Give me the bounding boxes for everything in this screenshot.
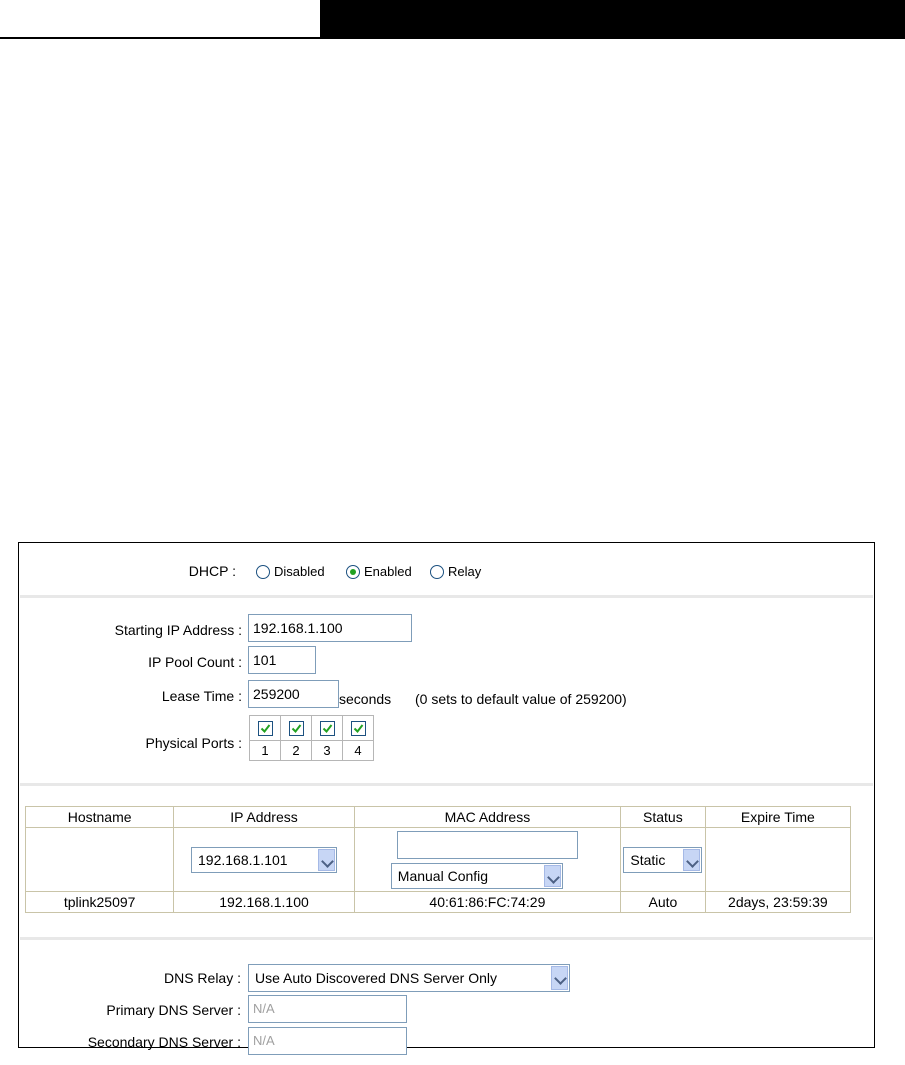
primary-dns-label: Primary DNS Server : [106,1002,241,1018]
secondary-dns-label: Secondary DNS Server : [87,1034,241,1050]
dhcp-enabled-label: Enabled [364,564,412,579]
dhcp-label: DHCP : [188,563,236,579]
dns-relay-select[interactable] [248,964,570,992]
dhcp-client-table [25,806,851,913]
port-3-number: 3 [312,741,343,761]
ip-pool-count-input[interactable]: 101 [248,646,316,674]
section-divider [20,783,873,786]
port-4-checkbox[interactable] [351,721,366,736]
mac-address-input[interactable] [397,831,578,859]
check-icon [352,722,365,735]
col-ip-header: IP Address [174,807,355,828]
lease-time-unit: seconds [339,691,392,707]
starting-ip-input[interactable]: 192.168.1.100 [248,614,412,642]
table-row [26,892,851,913]
row-expire: 2days, 23:59:39 [705,892,850,913]
dhcp-relay-radio[interactable] [430,565,444,579]
status-select-value: Static [630,851,666,868]
ip-address-select[interactable] [191,847,337,873]
secondary-dns-input[interactable]: N/A [248,1027,407,1055]
lease-time-note: (0 sets to default value of 259200) [415,691,627,707]
row-hostname: tplink25097 [26,892,174,913]
table-entry-row [26,828,851,892]
row-mac: 40:61:86:FC:74:29 [354,892,620,913]
dhcp-disabled-label: Disabled [274,564,325,579]
chevron-down-icon[interactable] [544,865,561,887]
row-status: Auto [621,892,706,913]
status-select[interactable] [623,847,702,873]
port-3-checkbox[interactable] [320,721,335,736]
table-header-row [26,807,851,828]
entry-hostname [26,828,174,892]
row-ip: 192.168.1.100 [174,892,355,913]
header-bar [320,0,905,39]
port-2-checkbox[interactable] [289,721,304,736]
dhcp-disabled-radio[interactable] [256,565,270,579]
ip-address-select-value: 192.168.1.101 [198,851,288,868]
col-status-header: Status [621,807,706,828]
dhcp-relay-label: Relay [448,564,482,579]
port-1-number: 1 [250,741,281,761]
primary-dns-input[interactable]: N/A [248,995,407,1023]
check-icon [321,722,334,735]
mac-config-select[interactable] [391,863,563,889]
port-4-number: 4 [343,741,374,761]
section-divider [20,595,873,598]
dhcp-settings-panel [18,542,875,1048]
lease-time-label: Lease Time : [161,688,242,704]
entry-expire [705,828,850,892]
physical-ports-label: Physical Ports : [145,735,242,751]
physical-ports-grid [249,715,374,761]
port-2-number: 2 [281,741,312,761]
section-divider [20,937,873,940]
header-underline [0,37,320,39]
port-1-checkbox[interactable] [258,721,273,736]
chevron-down-icon[interactable] [318,849,335,871]
chevron-down-icon[interactable] [551,966,568,990]
ip-pool-count-label: IP Pool Count : [148,654,242,670]
check-icon [259,722,272,735]
col-hostname-header: Hostname [26,807,174,828]
dhcp-enabled-radio[interactable] [346,565,360,579]
check-icon [290,722,303,735]
col-expire-header: Expire Time [705,807,850,828]
mac-config-select-value: Manual Config [397,867,489,884]
starting-ip-label: Starting IP Address : [114,622,242,638]
col-mac-header: MAC Address [354,807,620,828]
chevron-down-icon[interactable] [683,849,700,871]
dns-relay-label: DNS Relay : [163,970,241,986]
lease-time-input[interactable]: 259200 [248,680,339,708]
dns-relay-select-value: Use Auto Discovered DNS Server Only [255,970,497,986]
